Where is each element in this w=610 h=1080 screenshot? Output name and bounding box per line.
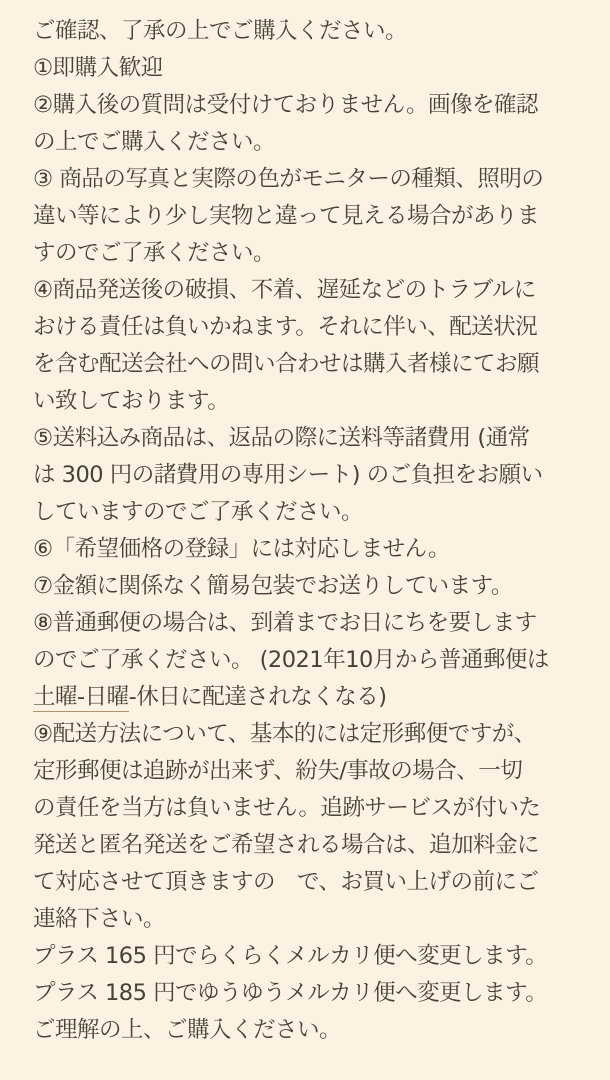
- notice-item-9-line-5: て対応させて頂きますの で、お買い上げの前にご: [33, 869, 539, 895]
- notice-item-7: ⑦金額に関係なく簡易包装でお送りしています。: [33, 573, 513, 599]
- notice-item-4-line-4: い致しております。: [33, 388, 230, 414]
- notice-item-3-line-2: 違い等により少し実物と違って見える場合がありま: [33, 203, 540, 229]
- notice-item-9-line-4: 発送と匿名発送をご希望される場合は、追加料金に: [33, 832, 540, 858]
- notice-item-9-line-1: ⑨配送方法について、基本的には定形郵便ですが、: [33, 721, 536, 747]
- notice-item-9-line-6: 連絡下さい。: [33, 906, 166, 932]
- notice-item-1: ①即購入歓迎: [33, 55, 163, 81]
- notice-item-8-line-1: ⑧普通郵便の場合は、到着までお日にちを要します: [33, 610, 537, 636]
- notice-item-6: ⑥「希望価格の登録」には対応しません。: [33, 536, 451, 562]
- notice-item-5-line-1: ⑤送料込み商品は、返品の際に送料等諸費用 (通常: [33, 425, 530, 451]
- notice-item-3-line-1: ③ 商品の写真と実際の色がモニターの種類、照明の: [33, 166, 544, 192]
- notice-item-2-line-1: ②購入後の質問は受付けておりません。画像を確認: [33, 92, 539, 118]
- notice-item-8-line-3: [33, 679, 582, 716]
- notice-yuyu-fee-line: プラス 185 円でゆうゆうメルカリ便へ変更します。: [33, 980, 548, 1006]
- notice-item-9-line-3: の責任を当方は負いません。追跡サービスが付いた: [33, 795, 541, 821]
- notice-item-8-line-3-rest: -休日に配達されなくなる): [128, 684, 387, 710]
- notice-item-8-line-2: のでご了承ください。 (2021年10月から普通郵便は: [33, 647, 549, 673]
- underlined-phrase-saturday-sunday: 土曜-日曜: [33, 684, 129, 710]
- notice-rakuraku-fee-line: プラス 165 円でらくらくメルカリ便へ変更します。: [33, 943, 548, 969]
- notice-item-3-line-3: すのでご了承ください。: [33, 240, 276, 266]
- notice-item-5-line-3: していますのでご了承ください。: [33, 499, 364, 525]
- notice-closing-line: ご理解の上、ご購入ください。: [33, 1017, 342, 1043]
- notice-item-4-line-1: ④商品発送後の破損、不着、遅延などのトラブルに: [33, 277, 536, 303]
- notice-item-4-line-3: を含む配送会社への問い合わせは購入者様にてお願: [33, 351, 540, 377]
- notice-intro-line: ご確認、了承の上でご購入ください。: [33, 18, 408, 44]
- notice-item-9-line-2: 定形郵便は追跡が出来ず、紛失/事故の場合、一切: [33, 758, 523, 784]
- notice-item-2-line-2: の上でご購入ください。: [33, 129, 276, 155]
- notice-item-5-line-2: は 300 円の諸費用の専用シート) のご負担をお願い: [33, 462, 543, 488]
- notice-item-4-line-2: おける責任は負いかねます。それに伴い、配送状況: [33, 314, 538, 340]
